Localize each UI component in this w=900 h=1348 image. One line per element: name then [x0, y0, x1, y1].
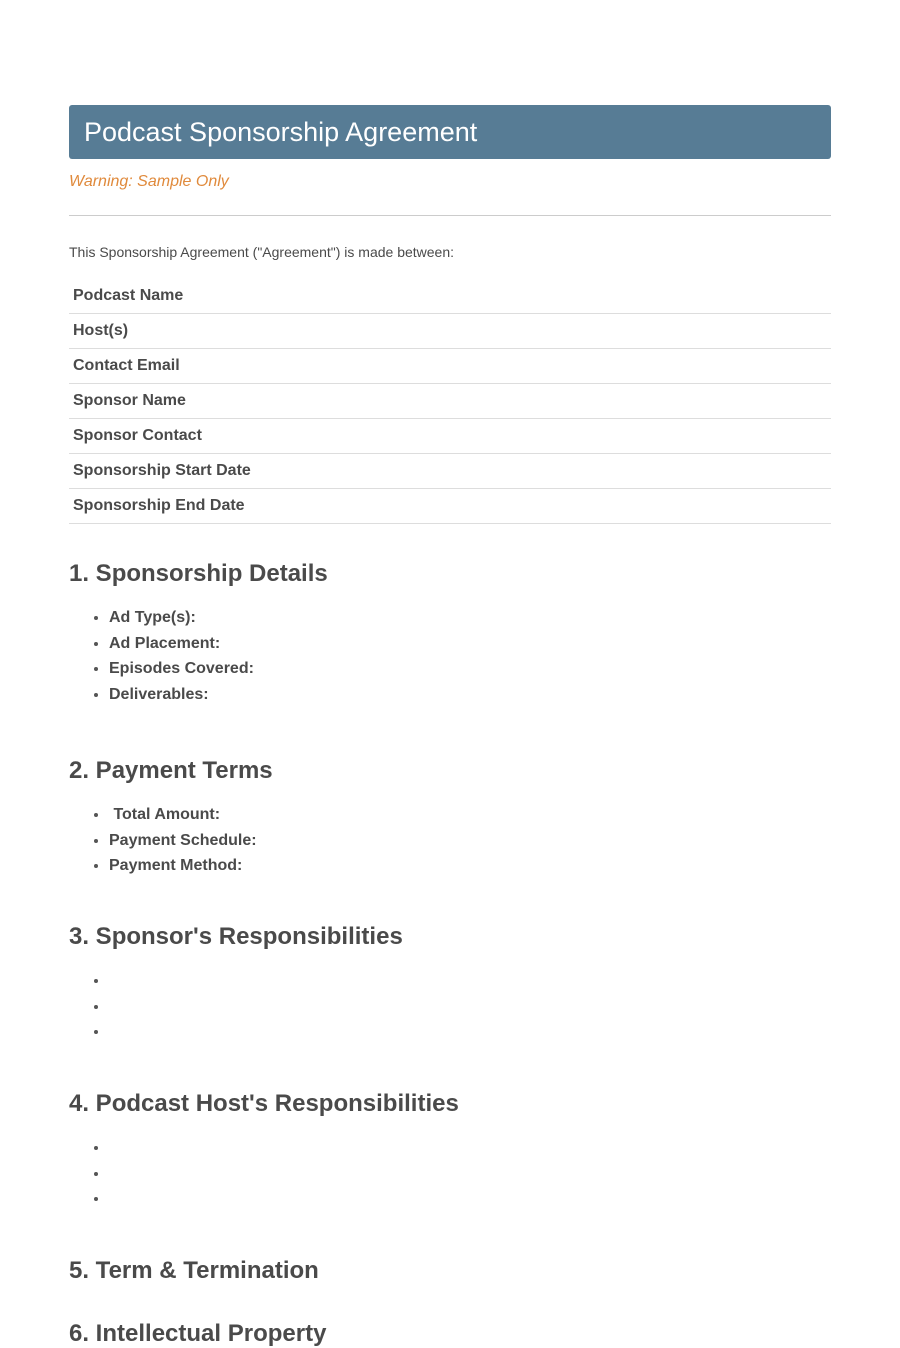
section-list [69, 802, 831, 879]
list-item: • Payment Schedule: [109, 828, 831, 854]
section-sponsor-responsibilities [69, 923, 831, 1045]
party-label-sponsor-name: Sponsor Name [69, 384, 831, 419]
document [69, 105, 831, 1348]
list-item [109, 1135, 831, 1161]
table-row [69, 279, 831, 314]
party-label-start-date: Sponsorship Start Date [69, 454, 831, 489]
table-row [69, 454, 831, 489]
party-label-podcast-name: Podcast Name [69, 279, 831, 314]
section-host-responsibilities [69, 1090, 831, 1212]
table-row [69, 489, 831, 524]
section-list [69, 1135, 831, 1212]
party-label-hosts: Host(s) [69, 314, 831, 349]
table-row [69, 349, 831, 384]
section-title: 2. Payment Terms [69, 756, 273, 784]
section-title: 1. Sponsorship Details [69, 560, 328, 587]
divider [69, 215, 831, 216]
intro-text: This Sponsorship Agreement ("Agreement") is made between: [69, 244, 455, 260]
section-list [69, 968, 831, 1045]
table-row [69, 314, 831, 349]
list-item: • Deliverables: [109, 682, 831, 708]
list-item: • Payment Method: [109, 853, 831, 879]
parties-table [69, 279, 831, 524]
section-payment-terms [69, 757, 831, 879]
table-row [69, 419, 831, 454]
party-label-contact-email: Contact Email [69, 349, 831, 384]
section-term-termination [69, 1257, 831, 1285]
document-title-bar [69, 105, 831, 159]
sample-warning: Warning: Sample Only [69, 173, 229, 190]
section-title: 5. Term & Termination [69, 1257, 319, 1285]
section-list [69, 605, 831, 708]
party-label-sponsor-contact: Sponsor Contact [69, 419, 831, 454]
list-item [109, 1161, 831, 1187]
party-label-end-date: Sponsorship End Date [69, 489, 831, 524]
list-item: • Total Amount: [109, 802, 831, 828]
document-title: Podcast Sponsorship Agreement [84, 116, 478, 147]
list-item [109, 968, 831, 994]
table-row [69, 384, 831, 419]
list-item: • Episodes Covered: [109, 656, 831, 682]
list-item [109, 994, 831, 1020]
section-title: 6. Intellectual Property [69, 1320, 327, 1348]
section-title: 4. Podcast Host's Responsibilities [69, 1089, 459, 1117]
section-title: 3. Sponsor's Responsibilities [69, 922, 403, 950]
list-item: • Ad Type(s): [109, 605, 831, 631]
section-sponsorship-details [69, 560, 831, 708]
list-item [109, 1186, 831, 1212]
list-item: • Ad Placement: [109, 631, 831, 657]
section-intellectual-property [69, 1320, 831, 1348]
list-item [109, 1019, 831, 1045]
